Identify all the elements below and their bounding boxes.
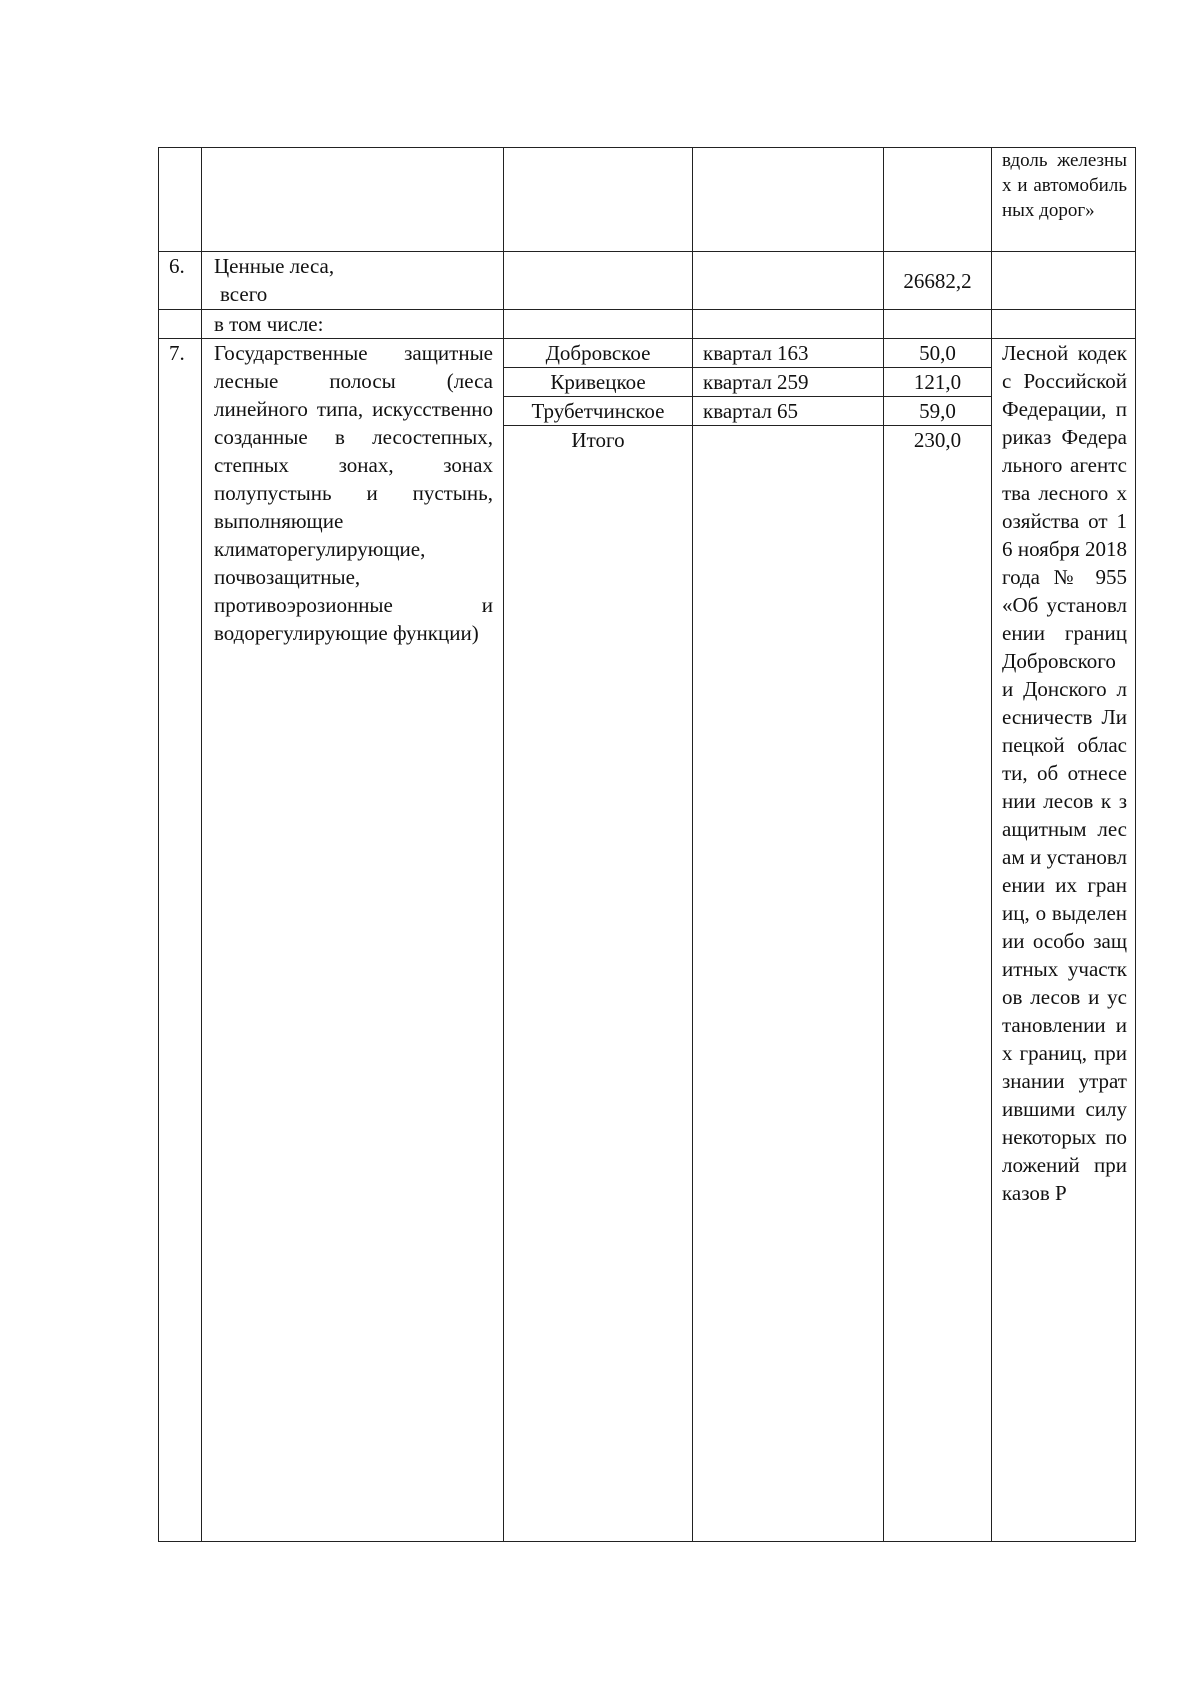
row-7-number: 7. xyxy=(159,339,202,1542)
quarter-list xyxy=(693,339,883,454)
row-7-name-text: Государственные защитные лесные полосы (леса линейного типа, искусственно созданные в лесостепных, степных зонах, зонах полупустынь и пустынь, выполняющие климаторегулирующие, почвозащитные, противоэрозионные и водорегулирующие функции) xyxy=(214,341,493,645)
row-6-name-line1: Ценные леса, xyxy=(214,254,335,278)
list-item xyxy=(693,426,883,455)
including-area-empty xyxy=(884,310,992,339)
table-row-continuation xyxy=(159,148,1136,252)
area-total-value: 230,0 xyxy=(913,428,962,452)
table-row-6 xyxy=(159,252,1136,310)
area-list xyxy=(884,339,991,454)
forestry-total-label: Итого xyxy=(571,428,625,452)
quarter-value: квартал 163 xyxy=(693,339,883,368)
row-6-name-line2: всего xyxy=(220,282,268,306)
area-value: 59,0 xyxy=(884,397,991,426)
forestry-list xyxy=(504,339,692,454)
row-7-name xyxy=(202,339,504,1542)
forest-protection-table xyxy=(158,147,1136,1542)
including-label: в том числе: xyxy=(202,310,504,339)
including-quarter-empty xyxy=(693,310,884,339)
cell-number-empty xyxy=(159,148,202,252)
list-item xyxy=(693,368,883,397)
row-6-area: 26682,2 xyxy=(884,252,992,310)
cell-area-empty xyxy=(884,148,992,252)
row-7-basis xyxy=(992,339,1136,1542)
row-7-basis-text: Лесной кодекс Российской Федерации, приказ Федерального агентства лесного хозяйства от 16 ноября 2018 года № 955 «Об установлении границ Добровского и Донского лесничеств Липецкой области, об отнесении лесов к защитным лесам и установлении их границ, о выделении особо защитных участков лесов и установлении их границ, признании утратившими силу некоторых положений приказов Р xyxy=(1002,341,1127,1205)
list-item xyxy=(504,397,692,426)
including-basis-empty xyxy=(992,310,1136,339)
row-6-name xyxy=(202,252,504,310)
list-item xyxy=(884,426,991,455)
table-row-7 xyxy=(159,339,1136,1542)
row-6-forestry xyxy=(504,252,693,310)
table-row-including xyxy=(159,310,1136,339)
including-number-empty xyxy=(159,310,202,339)
list-item xyxy=(884,397,991,426)
list-item xyxy=(504,339,692,368)
cell-forestry-empty xyxy=(504,148,693,252)
area-value: 121,0 xyxy=(884,368,991,397)
list-item xyxy=(693,339,883,368)
list-item xyxy=(884,339,991,368)
row-7-quarters xyxy=(693,339,884,1542)
basis-continuation-text: вдоль железных и автомобильных дорог» xyxy=(1002,150,1127,221)
cell-quarter-empty xyxy=(693,148,884,252)
row-7-areas xyxy=(884,339,992,1542)
quarter-value: квартал 65 xyxy=(693,397,883,426)
cell-name-empty xyxy=(202,148,504,252)
list-item xyxy=(504,368,692,397)
cell-basis-continuation xyxy=(992,148,1136,252)
row-6-quarter xyxy=(693,252,884,310)
row-6-number: 6. xyxy=(159,252,202,310)
including-forestry-empty xyxy=(504,310,693,339)
list-item xyxy=(504,426,692,455)
quarter-value xyxy=(693,426,883,455)
row-7-forestries xyxy=(504,339,693,1542)
list-item xyxy=(884,368,991,397)
forestry-name: Добровское xyxy=(504,339,692,368)
forestry-name: Кривецкое xyxy=(504,368,692,397)
forestry-name: Трубетчинское xyxy=(504,397,692,426)
quarter-value: квартал 259 xyxy=(693,368,883,397)
area-value: 50,0 xyxy=(884,339,991,368)
list-item xyxy=(693,397,883,426)
row-6-basis xyxy=(992,252,1136,310)
